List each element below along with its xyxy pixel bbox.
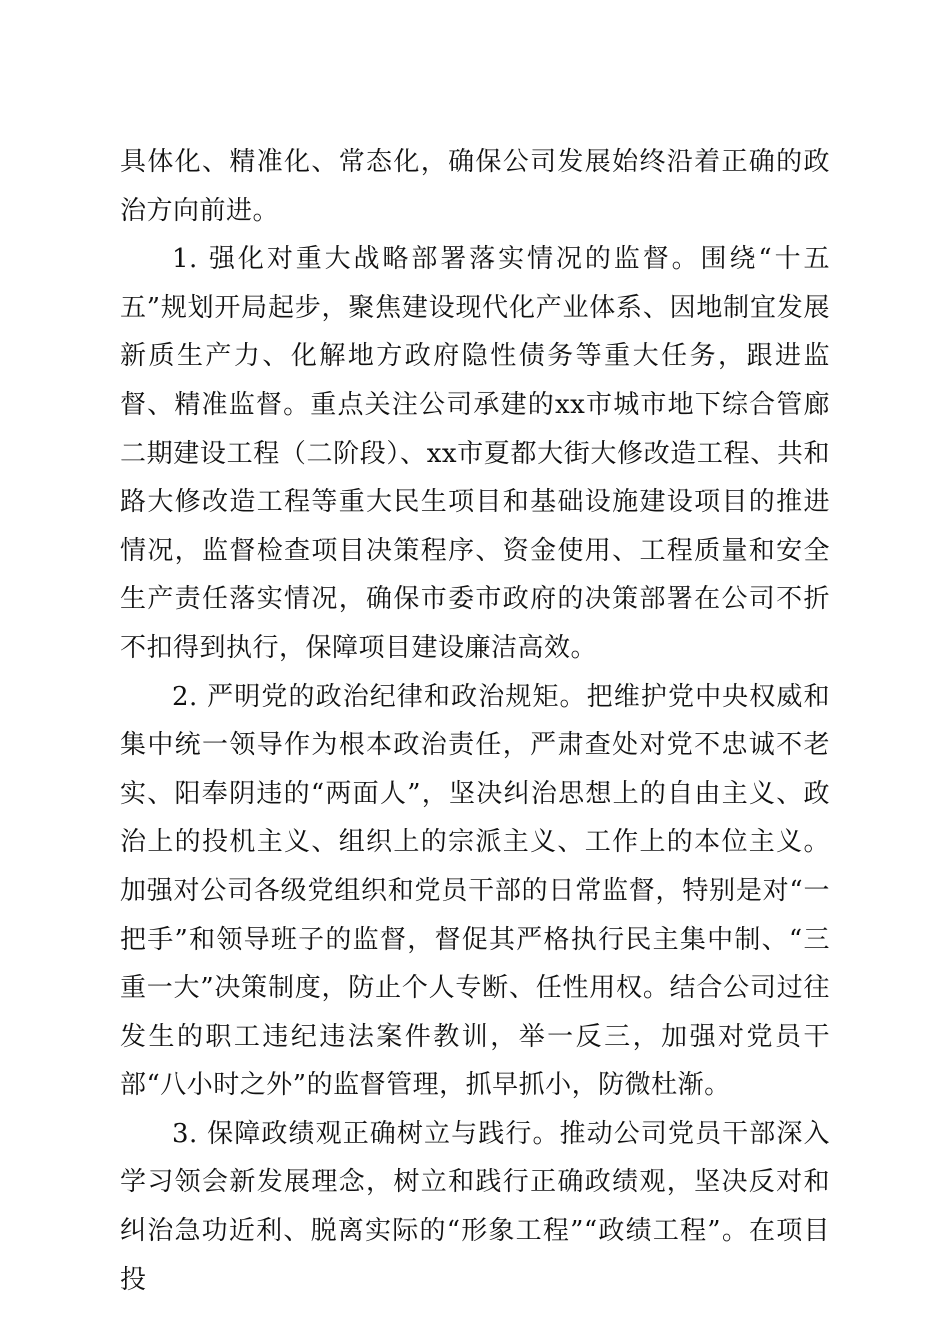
paragraph-item-1: 1. 强化对重大战略部署落实情况的监督。围绕“十五五”规划开局起步，聚焦建设现代化产业体系、因地制宜发展新质生产力、化解地方政府隐性债务等重大任务，跟进监督、精准监督。重点关注公司承建的xx市城市地下综合管廊二期建设工程（二阶段）、xx市夏都大街大修改造工程、共和路大修改造工程等重大民生项目和基础设施建设项目的推进情况，监督检查项目决策程序、资金使用、工程质量和安全生产责任落实情况，确保市委市政府的决策部署在公司不折不扣得到执行，保障项目建设廉洁高效。 <box>120 244 830 663</box>
paragraph-item-3: 3. 保障政绩观正确树立与践行。推动公司党员干部深入学习领会新发展理念，树立和践行正确政绩观，坚决反对和纠治急功近利、脱离实际的“形象工程”“政绩工程”。在项目投 <box>120 1118 830 1295</box>
paragraph-item-2: 2. 严明党的政治纪律和政治规矩。把维护党中央权威和集中统一领导作为根本政治责任，严肃查处对党不忠诚不老实、阳奉阴违的“两面人”，坚决纠治思想上的自由主义、政治上的投机主义、组织上的宗派主义、工作上的本位主义。加强对公司各级党组织和党员干部的日常监督，特别是对“一把手”和领导班子的监督，督促其严格执行民主集中制、“三重一大”决策制度，防止个人专断、任性用权。结合公司过往发生的职工违纪违法案件教训，举一反三，加强对党员干部“八小时之外”的监督管理，抓早抓小，防微杜渐。 <box>120 681 830 1101</box>
document-body <box>120 138 830 1304</box>
paragraph-intro-continuation: 具体化、精准化、常态化，确保公司发展始终沿着正确的政治方向前进。 <box>120 147 830 226</box>
